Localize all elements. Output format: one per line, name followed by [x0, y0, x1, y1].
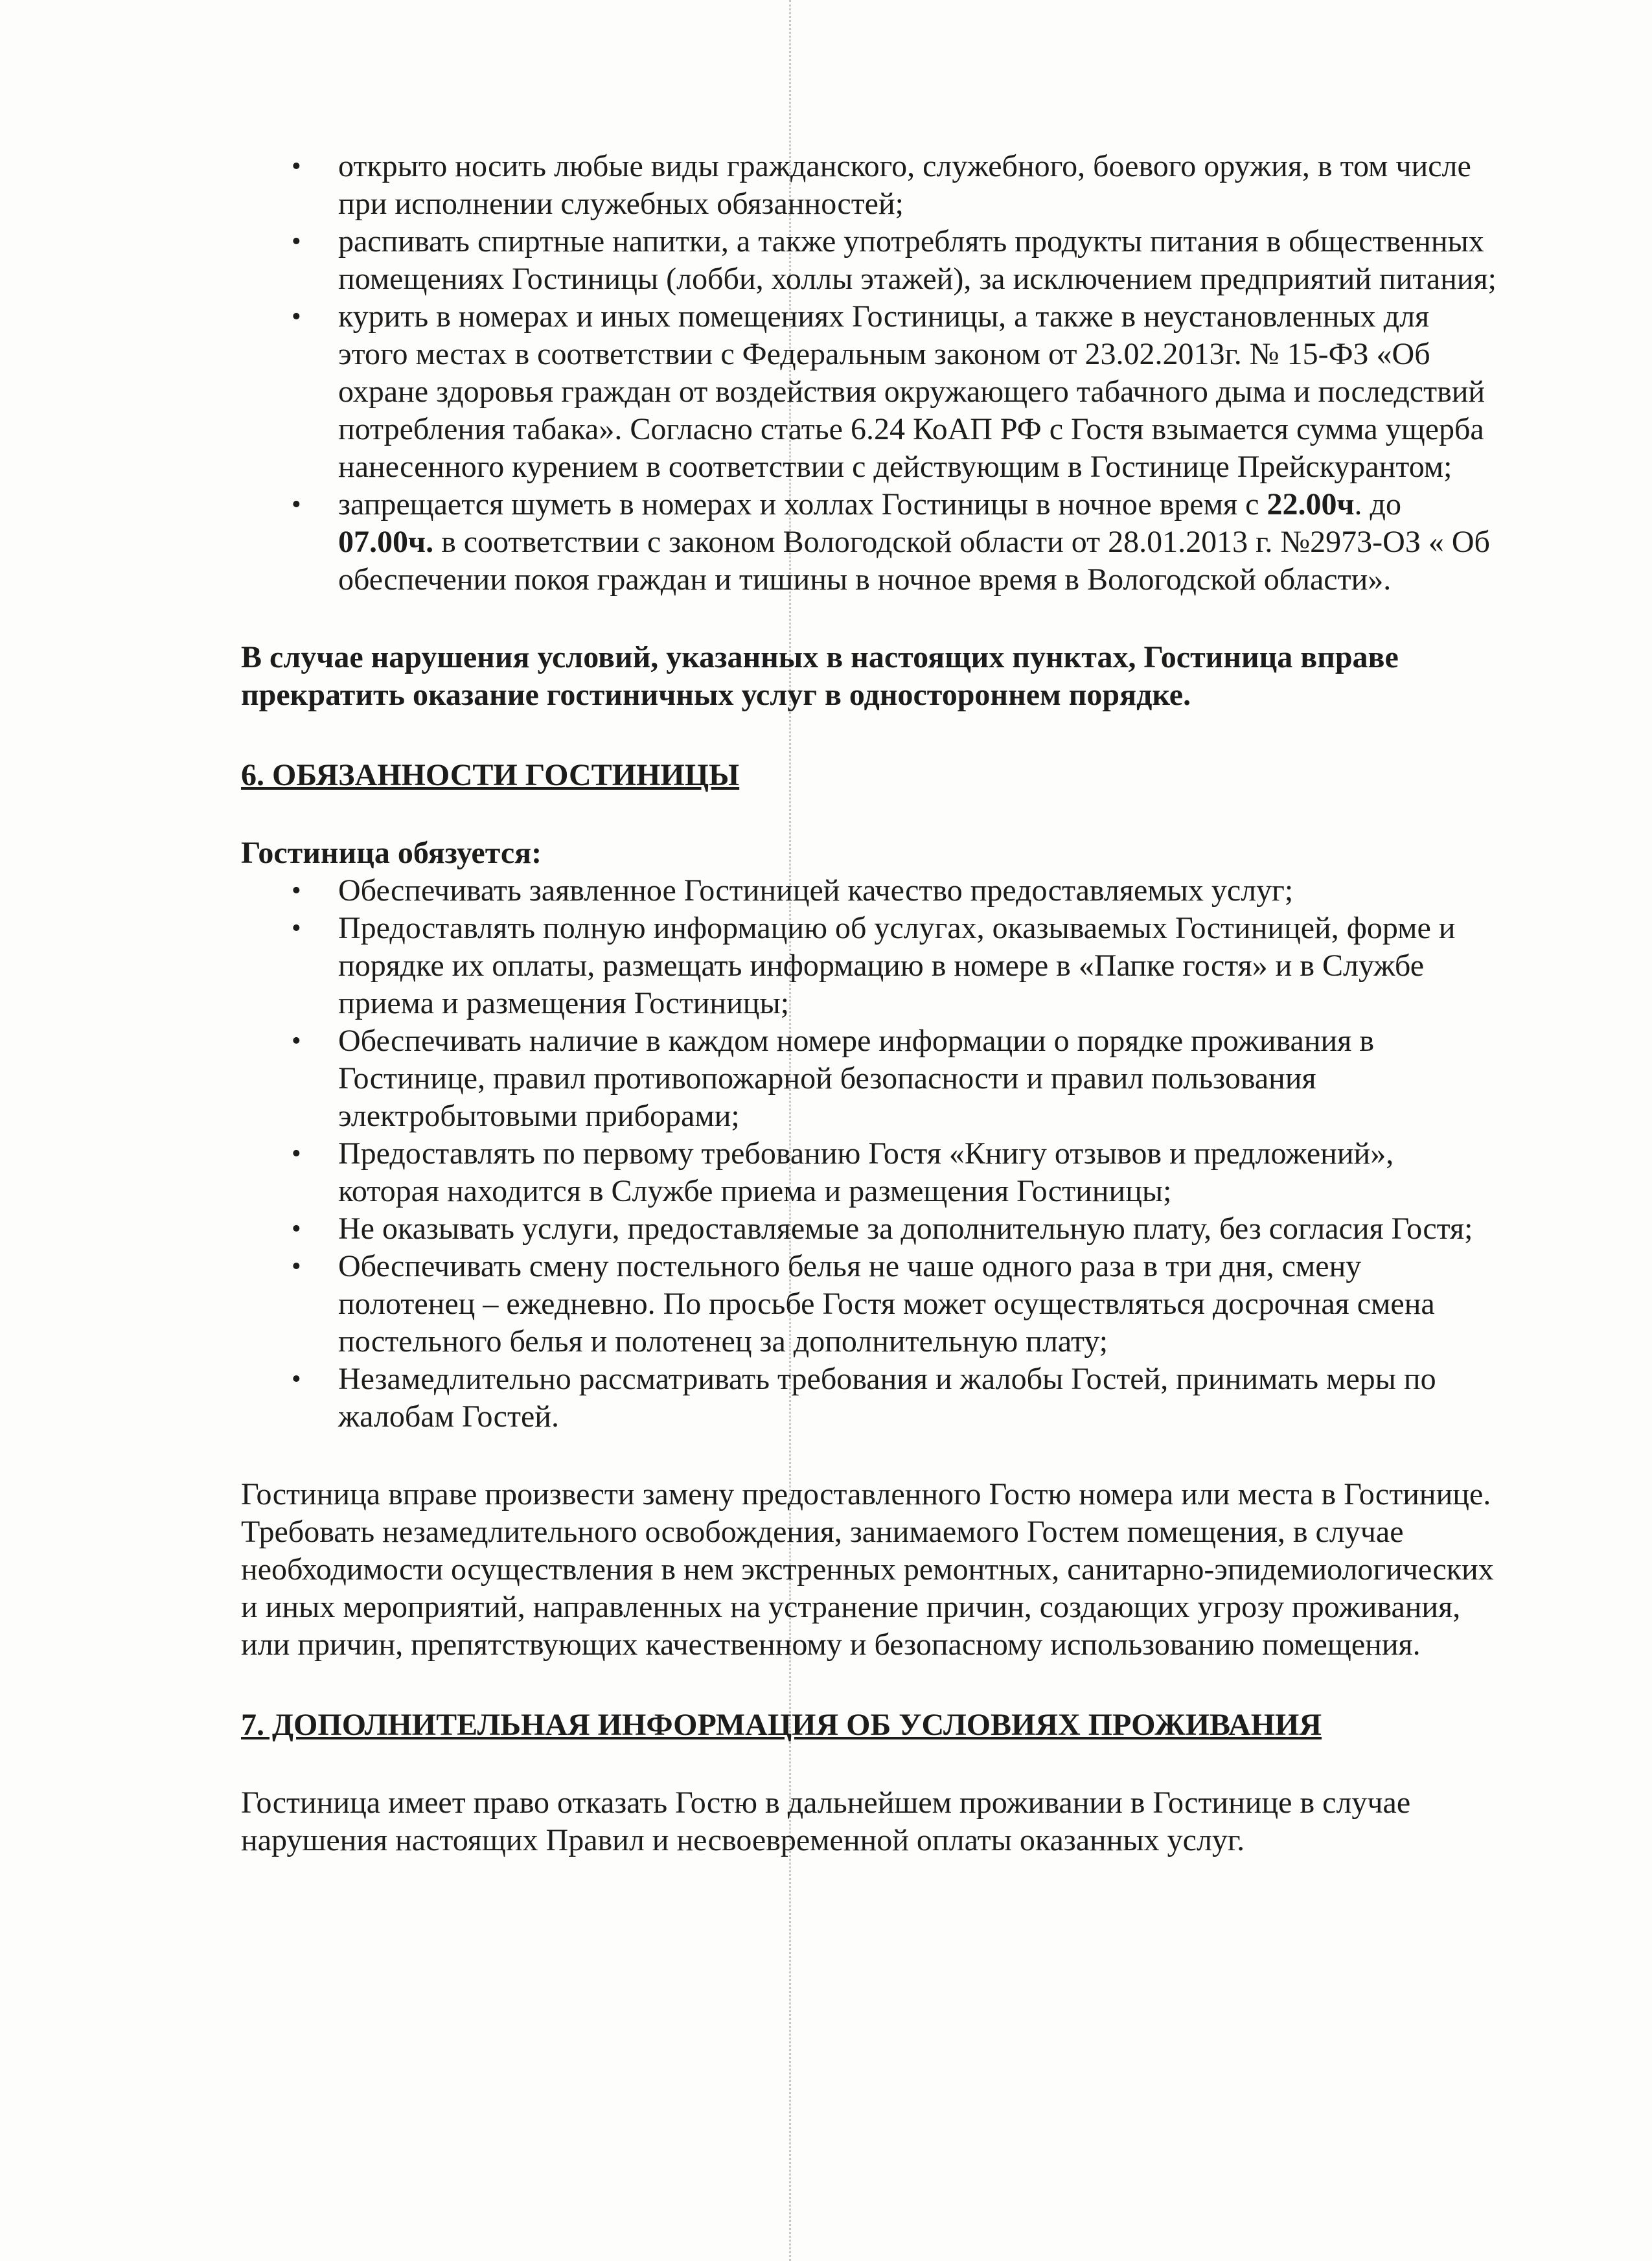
time-start: 22.00ч — [1267, 487, 1355, 522]
prohibitions-list — [241, 148, 1498, 599]
bullet-icon: • — [292, 152, 301, 181]
list-item-text: Обеспечивать заявленное Гостиницей качество предоставляемых услуг; — [338, 873, 1294, 908]
list-item — [241, 1248, 1498, 1360]
list-item — [241, 486, 1498, 599]
list-item-text: Обеспечивать наличие в каждом номере информации о порядке проживания в Гостинице, правил противопожарной безопасности и правил пользования электробытовыми приборами; — [338, 1024, 1374, 1133]
document-body — [241, 148, 1498, 1859]
list-item-text: Обеспечивать смену постельного белья не чаше одного раза в три дня, смену полотенец – ежедневно. По просьбе Гостя может осуществляться досрочная смена постельного белья и полотенец за дополнительную плату; — [338, 1249, 1435, 1359]
obligations-list — [241, 872, 1498, 1436]
bullet-icon: • — [292, 490, 301, 520]
bullet-icon: • — [292, 1214, 301, 1244]
bullet-icon: • — [292, 1364, 301, 1394]
list-item-text-part: . до — [1354, 487, 1401, 522]
section-6-title: 6. ОБЯЗАННОСТИ ГОСТИНИЦЫ — [241, 758, 740, 792]
list-item — [241, 872, 1498, 910]
list-item-text-part: запрещается шуметь в номерах и холлах Гостиницы в ночное время с — [338, 487, 1267, 522]
list-item-text: Незамедлительно рассматривать требования и жалобы Гостей, принимать меры по жалобам Гостей. — [338, 1362, 1436, 1434]
list-item — [241, 1135, 1498, 1210]
time-end: 07.00ч. — [338, 525, 434, 559]
list-item — [241, 1360, 1498, 1436]
list-item — [241, 1022, 1498, 1135]
bullet-icon: • — [292, 1139, 301, 1169]
section-7-title: 7. ДОПОЛНИТЕЛЬНАЯ ИНФОРМАЦИЯ ОБ УСЛОВИЯХ ПРОЖИВАНИЯ — [241, 1708, 1322, 1742]
section-7-paragraph: Гостиница имеет право отказать Гостю в дальнейшем проживании в Гостинице в случае нарушения настоящих Правил и несвоевременной оплаты оказанных услуг. — [241, 1785, 1411, 1857]
bullet-icon: • — [292, 227, 301, 257]
bullet-icon: • — [292, 1026, 301, 1056]
bullet-icon: • — [292, 1252, 301, 1281]
list-item-text: распивать спиртные напитки, а также употреблять продукты питания в общественных помещениях Гостиницы (лобби, холлы этажей), за исключением предприятий питания; — [338, 224, 1497, 296]
section-6-subtitle: Гостиница обязуется: — [241, 836, 542, 870]
list-item — [241, 1210, 1498, 1248]
bullet-icon: • — [292, 302, 301, 332]
list-item — [241, 910, 1498, 1022]
bullet-icon: • — [292, 913, 301, 943]
list-item-text: Предоставлять полную информацию об услугах, оказываемых Гостиницей, форме и порядке их оплаты, размещать информацию в номере в «Папке гостя» и в Службе приема и размещения Гостиницы; — [338, 911, 1456, 1020]
list-item-text: курить в номерах и иных помещениях Гостиницы, а также в неустановленных для этого местах в соответствии с Федеральным законом от 23.02.2013г. № 15-ФЗ «Об охране здоровья граждан от воздействия окружающего табачного дыма и последствий потребления табака». Согласно статье 6.24 КоАП РФ с Гостя взымается сумма ущерба нанесенного курением в соответствии с действующим в Гостинице Прейскурантом; — [338, 299, 1486, 484]
list-item-text: Предоставлять по первому требованию Гостя «Книгу отзывов и предложений», которая находится в Службе приема и размещения Гостиницы; — [338, 1136, 1394, 1208]
bullet-icon: • — [292, 876, 301, 906]
list-item — [241, 148, 1498, 223]
violation-note: В случае нарушения условий, указанных в настоящих пунктах, Гостиница вправе прекратить оказание гостиничных услуг в одностороннем порядке. — [241, 640, 1399, 712]
list-item-text: Не оказывать услуги, предоставляемые за дополнительную плату, без согласия Гостя; — [338, 1211, 1473, 1246]
list-item-text-part: в соответствии с законом Вологодской области от 28.01.2013 г. №2973-ОЗ « Об обеспечении покоя граждан и тишины в ночное время в Вологодской области». — [338, 525, 1490, 597]
list-item-text: открыто носить любые виды гражданского, служебного, боевого оружия, в том числе при исполнении служебных обязанностей; — [338, 149, 1471, 221]
section-6-paragraph: Гостиница вправе произвести замену предоставленного Гостю номера или места в Гостинице. Требовать незамедлительного освобождения, занимаемого Гостем помещения, в случае необходимости осуществления в нем экстренных ремонтных, санитарно-эпидемиологических и иных мероприятий, направленных на устранение причин, создающих угрозу проживания, или причин, препятствующих качественному и безопасному использованию помещения. — [241, 1477, 1494, 1662]
list-item — [241, 298, 1498, 486]
list-item — [241, 223, 1498, 298]
